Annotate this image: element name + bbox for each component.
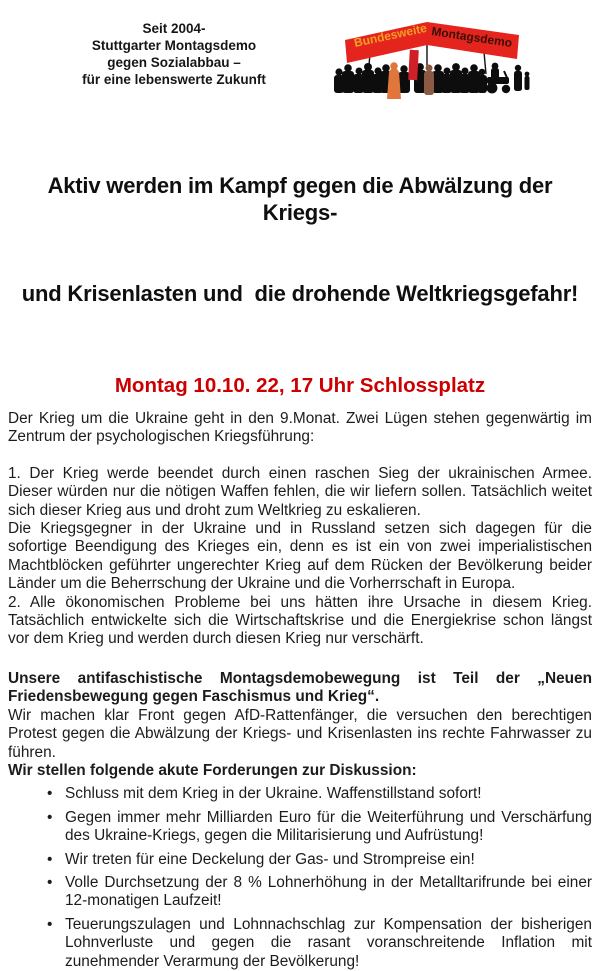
montagsdemo-crowd-logo xyxy=(332,16,532,104)
intro-paragraph: Der Krieg um die Ukraine geht in den 9.Monat. Zwei Lügen stehen gegenwärtig im Zentrum der psychologischen Kriegsführung: xyxy=(8,410,592,446)
demand-item: • Wir treten für eine Deckelung der Gas- und Strompreise ein! xyxy=(8,851,592,869)
red-flag xyxy=(408,50,419,80)
scooter-figure xyxy=(487,63,511,94)
paragraph-lie-1: 1. Der Krieg werde beendet durch einen raschen Sieg der ukrainischen Armee. Dieser würden nur die nötigen Waffen fehlen, die wir liefern sollen. Tatsächlich weitet sich dieser Krieg aus und droht zum Weltkrieg zu eskalieren. xyxy=(8,464,592,519)
demand-item: • Teuerungszulagen und Lohnnachschlag zur Kompensation der bisherigen Lohnverluste und gegen die rasant voranschreitende Inflation mit zunehmender Verarmung der Bevölkerung! xyxy=(8,916,592,971)
paragraph-afd: Wir machen klar Front gegen AfD-Rattenfänger, die versuchen den berechtigen Protest gegen die Abwälzung der Kriegs- und Krisenlasten ins rechte Fahrwasser zu führen. xyxy=(8,706,592,761)
paragraph-lie-2: 2. Alle ökonomischen Probleme bei uns hätten ihre Ursache in diesem Krieg. Tatsächlich entwickelte sich die Wirtschaftskrise und die Energiekrise schon längst vor dem Krieg und werden durch diesen Krieg nur verschärft. xyxy=(8,593,592,648)
paragraph-movement-bold: Unsere antifaschistische Montagsdemobewegung ist Teil der „Neuen Friedensbewegung gegen Faschismus und Krieg“. xyxy=(8,669,592,706)
article-body xyxy=(8,410,592,971)
paragraph-war-opponents: Die Kriegsgegner in der Ukraine und in Russland setzen sich dagegen für die sofortige Beendigung des Krieges ein, denn es ist ein von zwei imperialistischen Machtblöcken geführter ungerechter Krieg auf dem Rücken der Bevölkerung beider Länder um die Beherrschung der Ukraine und die Vorherrschaft in Europa. xyxy=(8,520,592,593)
brown-figure xyxy=(424,65,434,96)
demand-item: • Gegen immer mehr Milliarden Euro für die Weiterführung und Verschärfung des Ukraine-Kriegs, gegen die Militarisierung und Aufrüstung! xyxy=(8,809,592,846)
tagline-line: für eine lebenswerte Zukunft xyxy=(82,72,266,87)
right-figures xyxy=(514,65,530,91)
main-headline xyxy=(8,118,592,361)
demand-item: • Schluss mit dem Krieg in der Ukraine. Waffenstillstand sofort! xyxy=(8,785,592,803)
tagline-line: gegen Sozialabbau – xyxy=(107,55,241,70)
headline-line-2: und Krisenlasten und die drohende Weltkriegsgefahr! xyxy=(21,281,579,306)
crowd-logo-graphic xyxy=(332,16,532,104)
organization-tagline xyxy=(8,20,340,88)
logo-banner-word1: Bundesweite xyxy=(352,20,429,50)
logo-banner-word2: Montagsdemo xyxy=(430,24,514,50)
headline-line-1: Aktiv werden im Kampf gegen die Abwälzung der Kriegs- xyxy=(47,173,559,225)
masthead xyxy=(8,16,592,106)
demands-intro-bold: Wir stellen folgende akute Forderungen zur Diskussion: xyxy=(8,761,417,779)
event-date-line: Montag 10.10. 22, 17 Uhr Schlossplatz xyxy=(114,374,486,397)
tagline-line: Stuttgarter Montagsdemo xyxy=(91,38,257,53)
demands-list xyxy=(8,785,592,971)
demand-item: • Volle Durchsetzung der 8 % Lohnerhöhung in der Metalltarifrunde bei einer 12-monatigen Laufzeit! xyxy=(8,874,592,911)
tagline-line: Seit 2004- xyxy=(142,21,206,36)
spacer xyxy=(8,447,592,465)
spacer xyxy=(8,649,592,670)
